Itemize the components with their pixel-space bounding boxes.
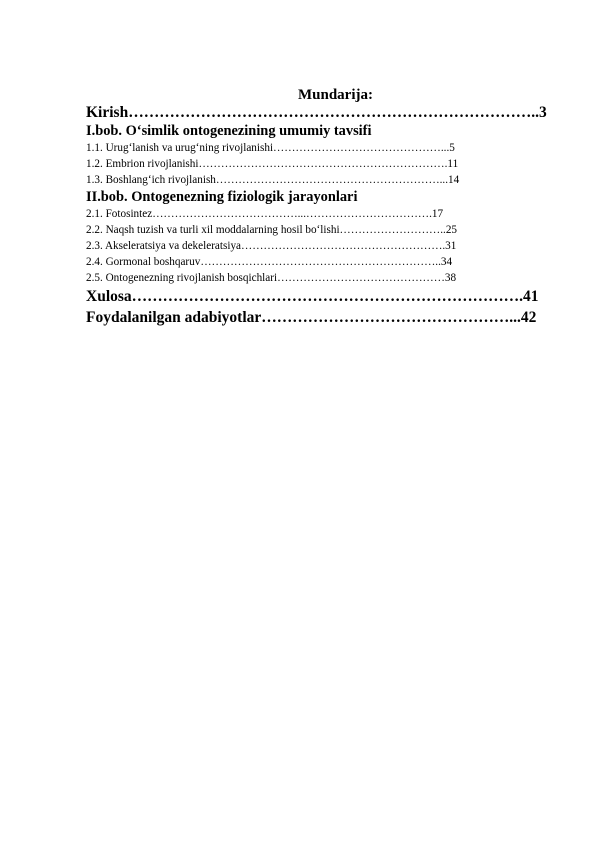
- toc-entry-adabiyotlar: Foydalanilgan adabiyotlar…………………………………………...42: [86, 309, 537, 326]
- toc-entry-kirish: Kirish……………………………………………………………………..3: [86, 104, 547, 121]
- toc-entry-1-3: 1.3. Boshlang‘ich rivojlanish……………………………………………………...14: [86, 174, 460, 186]
- toc-entry-xulosa: Xulosa………………………………………………………………….41: [86, 288, 539, 305]
- toc-entry-2-4: 2.4. Gormonal boshqaruv………………………………………………………..34: [86, 256, 453, 268]
- toc-entry-2-1: 2.1. Fotosintez…………………………………...…………………………….17: [86, 208, 444, 220]
- toc-entry-1-2: 1.2. Embrion rivojlanishi………………………………………………………….11: [86, 158, 459, 170]
- toc-chapter-2-heading: II.bob. Ontogenezning fiziologik jarayonlari: [86, 189, 358, 205]
- toc-entry-2-3: 2.3. Akseleratsiya va dekeleratsiya……………………………………………….31: [86, 240, 457, 252]
- toc-entry-2-2: 2.2. Naqsh tuzish va turli xil moddalarning hosil bo‘lishi………………………..25: [86, 224, 458, 236]
- toc-entry-1-1: 1.1. Urug‘lanish va urug‘ning rivojlanishi………………………………………...5: [86, 142, 455, 154]
- table-of-contents: [86, 103, 561, 328]
- toc-entry-2-5: 2.5. Ontogenezning rivojlanish bosqichlari………………………………………38: [86, 272, 457, 284]
- toc-chapter-1-heading: I.bob. O‘simlik ontogenezining umumiy tavsifi: [86, 123, 372, 139]
- page-title: Mundarija:: [298, 87, 373, 103]
